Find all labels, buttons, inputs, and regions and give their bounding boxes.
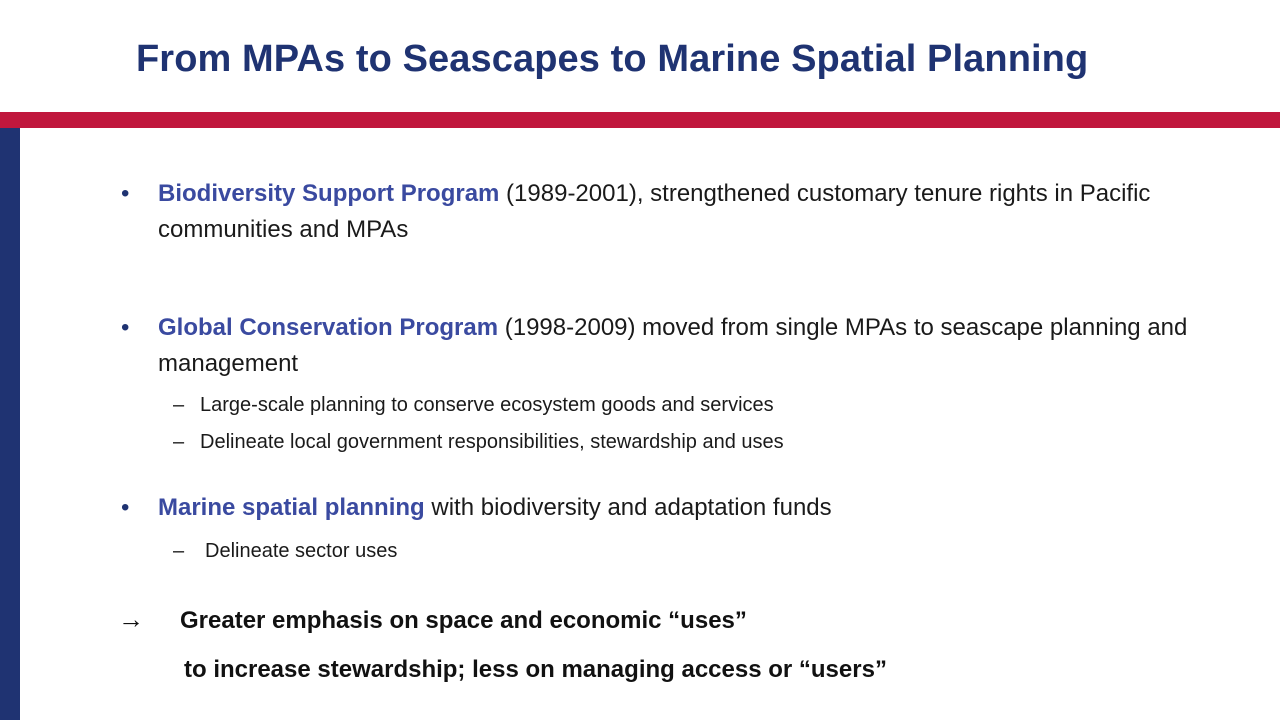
bullet-global-conservation	[121, 310, 1238, 382]
sub-bullet-dash: –	[173, 540, 185, 562]
conclusion-text-1: Greater emphasis on space and economic “uses”	[180, 607, 747, 634]
slide-title: From MPAs to Seascapes to Marine Spatial Planning	[136, 38, 1089, 80]
conclusion-line-2: to increase stewardship; less on managing access or “users”	[184, 656, 887, 683]
bullet-text: (1989-2001), strengthened customary tenure rights in Pacific communities and MPAs	[158, 180, 1151, 243]
bullet-text: (1998-2009) moved from single MPAs to seascape planning and management	[158, 314, 1188, 377]
left-accent-bar	[0, 128, 20, 720]
sub-bullet-dash: –	[173, 394, 185, 416]
title-divider-bar	[0, 112, 1280, 128]
sub-bullet-delineate-government	[173, 429, 784, 455]
bullet-glyph: •	[121, 180, 130, 207]
bullet-text: with biodiversity and adaptation funds	[424, 494, 832, 521]
sub-bullet-text: Delineate local government responsibilities, stewardship and uses	[200, 431, 784, 453]
sub-bullet-dash: –	[173, 431, 185, 453]
bullet-biodiversity-support	[121, 176, 1238, 248]
bullet-highlight: Biodiversity Support Program	[158, 180, 500, 207]
sub-bullet-text: Delineate sector uses	[205, 540, 398, 562]
bullet-glyph: •	[121, 494, 130, 521]
sub-bullet-text: Large-scale planning to conserve ecosystem goods and services	[200, 394, 774, 416]
sub-bullet-sector-uses	[173, 538, 397, 564]
bullet-highlight: Marine spatial planning	[158, 494, 425, 521]
conclusion-line-1	[118, 604, 747, 635]
bullet-highlight: Global Conservation Program	[158, 314, 499, 341]
sub-bullet-large-scale-planning	[173, 392, 774, 418]
bullet-marine-spatial-planning	[121, 490, 1238, 526]
right-arrow-icon: →	[118, 604, 144, 634]
bullet-glyph: •	[121, 314, 130, 341]
